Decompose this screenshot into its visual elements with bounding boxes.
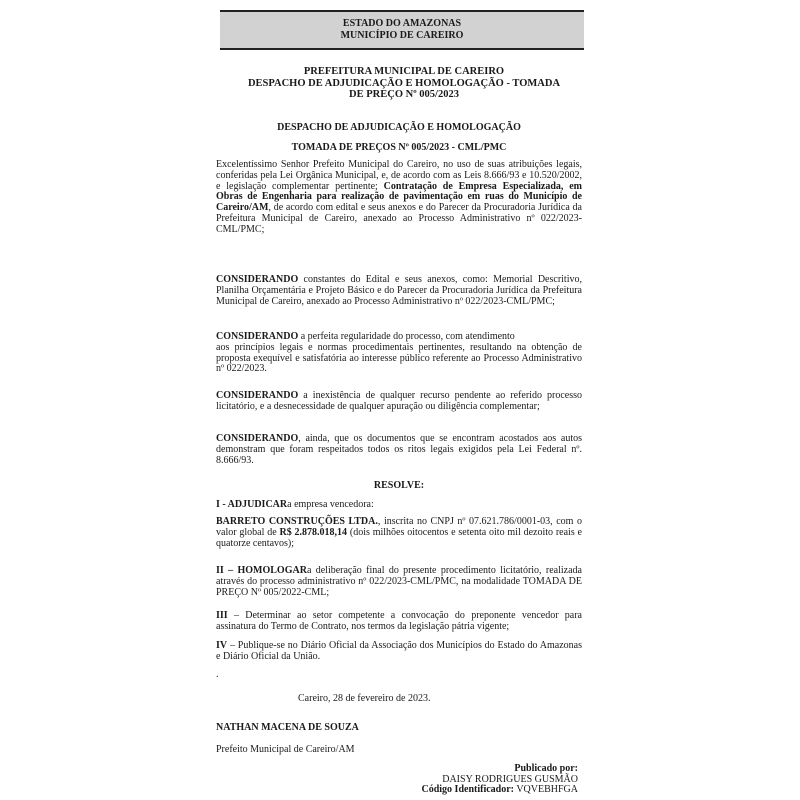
state-name: ESTADO DO AMAZONAS [342,18,462,29]
publication-info [422,764,579,796]
title-line-3: DE PREÇO Nº 005/2023 [349,89,459,100]
published-by-label: Publicado por: [514,763,578,774]
identifier-line: Código Identificador: VQVEBHFGA [421,784,578,795]
sub-heading: TOMADA DE PREÇOS Nº 005/2023 - CML/PMC [291,142,507,153]
item-determinar: III – Determinar ao setor competente a convocação do preponente vencedor para assinatura do Termo de Contrato, nos termos da legislação pátria vigente; [216,610,582,632]
considerando-paragraph-4: CONSIDERANDO, ainda, que os documentos que se encontram acostados aos autos demonstram que foram respeitados todos os ritos legais exigidos pela Lei Federal nº. 8.666/93. [216,433,582,466]
contract-object: Contratação de Empresa Especializada, em Obras de Engenharia para realização de pavimentação em ruas do Município de Careiro/AM [216,180,583,214]
title-line-1: PREFEITURA MUNICIPAL DE CAREIRO [303,66,505,77]
signer-role: Prefeito Municipal de Careiro/AM [216,744,355,755]
item-publique: IV – Publique-se no Diário Oficial da Associação dos Municípios do Estado do Amazonas e Diário Oficial da União. [216,640,582,662]
contract-value: R$ 2.878.018,14 [279,526,348,538]
title-line-2: DESPACHO DE ADJUDICAÇÃO E HOMOLOGAÇÃO - TOMADA [247,77,561,89]
considerando-paragraph-2: CONSIDERANDO a perfeita regularidade do processo, com atendimento aos princípios legais e normas procedimentais pertinentes, resultando na obtenção de proposta exequível e satisfatória ao interesse público referente ao Processo Administrativo nº 022/2023. [216,331,582,375]
identifier-code: VQVEBHFGA [516,784,578,795]
considerando-paragraph-1: CONSIDERANDO constantes do Edital e seus anexos, como: Memorial Descritivo, Planilha Orçamentária e Projeto Básico e do Parecer da Procuradoria Jurídica da Prefeitura Municipal de Careiro, anexado ao Processo Administrativo nº 022/2023-CML/PMC; [216,274,582,307]
document-title [234,66,574,101]
state-header [220,10,584,50]
signature-date: Careiro, 28 de fevereiro de 2023. [298,693,431,704]
document-page [214,10,584,795]
considerando-paragraph-3: CONSIDERANDO a inexistência de qualquer recurso pendente ao referido processo licitatório, e a desnecessidade de qualquer apuração ou diligência complementar; [216,390,582,412]
intro-paragraph: Excelentíssimo Senhor Prefeito Municipal do Careiro, no uso de suas atribuições legais, conferidas pela Lei Orgânica Municipal, e, de acordo com as Leis 8.666/93 e 10.520/2002, e legislação complementar pertinente; Contratação de Empresa Especializada, em Obras de Engenharia para realização de pavimentação em ruas do Município de Careiro/AM, de acordo com edital e seus anexos e do Parecer da Procuradoria Jurídica da Prefeitura Municipal de Careiro, anexado ao Processo Administrativo nº 022/2023-CML/PMC; [216,159,583,235]
winning-company: BARRETO CONSTRUÇÕES LTDA., inscrita no CNPJ nº 07.621.786/0001-03, com o valor global de R$ 2.878.018,14 (dois milhões oitocentos e setenta oito mil dezoito reais e quatorze centavos); [216,516,582,549]
item-homologar: II – HOMOLOGARa deliberação final do presente procedimento licitatório, realizada através do processo administrativo nº 022/2023-CML/PMC, na modalidade TOMADA DE PREÇO Nº 005/2022-CML; [216,565,582,598]
section-heading: DESPACHO DE ADJUDICAÇÃO E HOMOLOGAÇÃO [277,122,521,133]
municipality-name: MUNICÍPIO DE CAREIRO [340,30,464,41]
signer-name: NATHAN MACENA DE SOUZA [216,722,359,733]
separator-dot: . [216,669,219,680]
resolve-heading: RESOLVE: [373,480,425,491]
item-adjudicar: I - ADJUDICARa empresa vencedora: [216,499,374,510]
publisher-name: DAISY RODRIGUES GUSMÃO [442,773,578,785]
